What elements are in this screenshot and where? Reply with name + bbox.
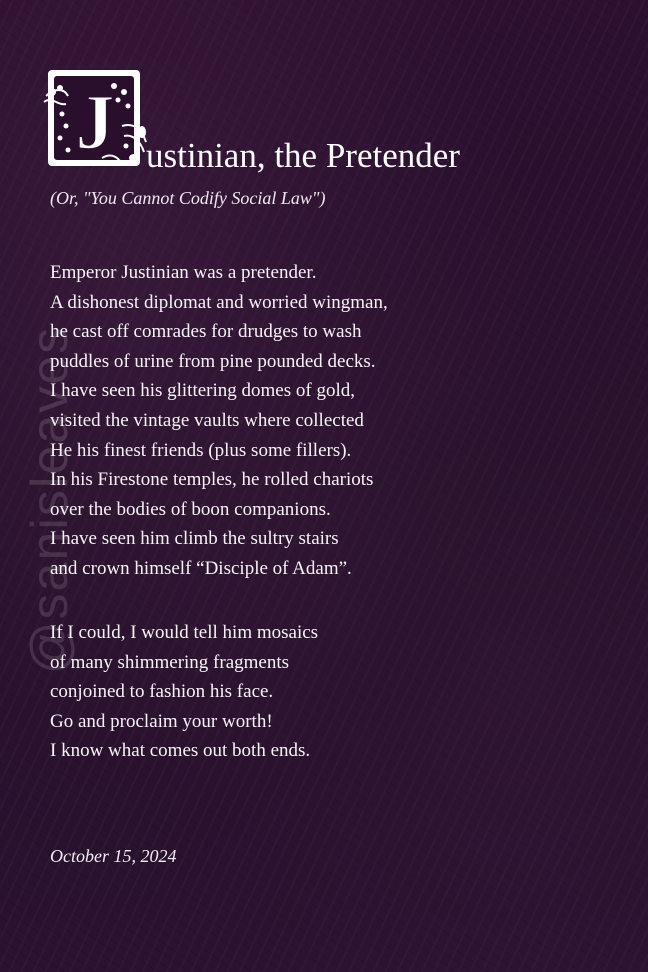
illuminated-dropcap-j [42, 66, 148, 172]
poem-line: he cast off comrades for drudges to wash [50, 321, 362, 343]
poem-line: conjoined to fashion his face. [50, 681, 274, 703]
poem-line: I know what comes out both ends. [50, 740, 311, 762]
poem-line: puddles of urine from pine pounded decks. [50, 350, 376, 372]
stanza-2 [50, 618, 318, 766]
poem-line: and crown himself “Disciple of Adam”. [50, 557, 352, 579]
poem-date: October 15, 2024 [50, 846, 177, 866]
poem-title: ustinian, the Pretender [146, 136, 460, 175]
poem-line: of many shimmering fragments [50, 651, 290, 673]
poem-line: Go and proclaim your worth! [50, 710, 273, 732]
poem-line: over the bodies of boon companions. [50, 498, 331, 520]
poem-line: I have seen him climb the sultry stairs [50, 528, 339, 550]
poem-line: Emperor Justinian was a pretender. [50, 262, 317, 283]
poem-line: visited the vintage vaults where collected [50, 409, 364, 431]
poem-line: A dishonest diplomat and worried wingman, [50, 291, 388, 313]
poem-line: He his finest friends (plus some fillers). [50, 439, 352, 461]
poem-line: I have seen his glittering domes of gold, [50, 380, 355, 402]
title [42, 66, 622, 174]
watermark: @sanisleaves [21, 325, 79, 675]
dropcap-letter: J [75, 78, 115, 165]
stanza-1 [50, 258, 388, 584]
poem-line: In his Firestone temples, he rolled chariots [50, 469, 374, 491]
poem-line: If I could, I would tell him mosaics [50, 622, 319, 643]
poem-subtitle: (Or, "You Cannot Codify Social Law") [50, 188, 326, 208]
